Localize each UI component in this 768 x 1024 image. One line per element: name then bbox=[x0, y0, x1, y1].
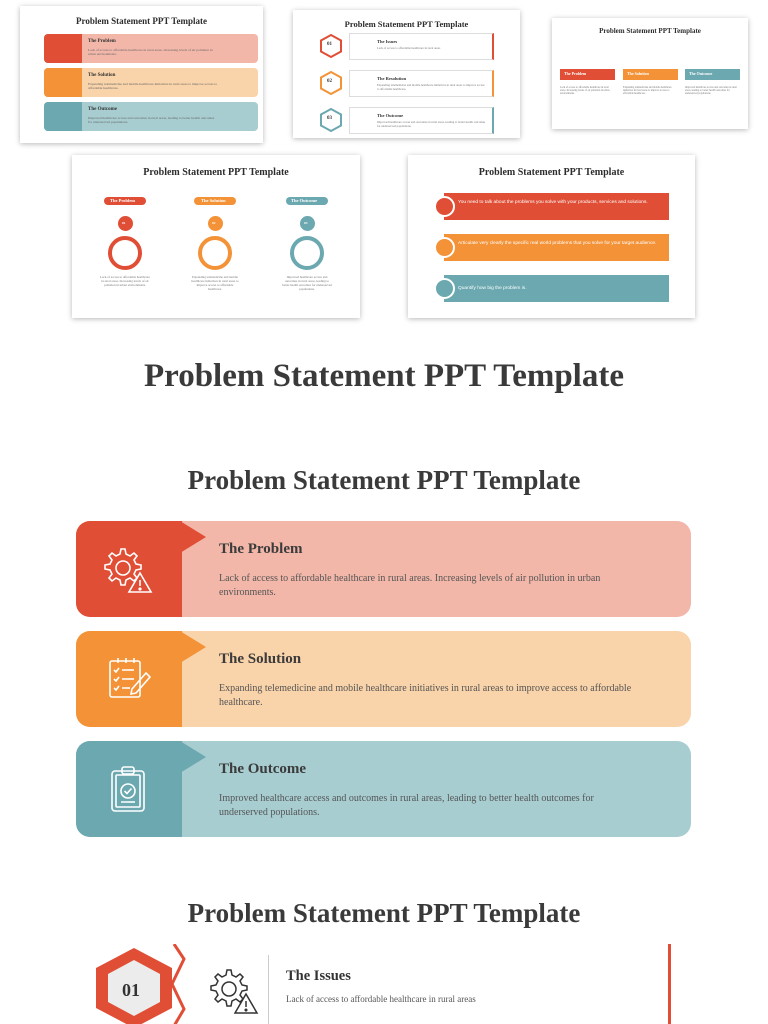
thumb-col-text: Lack of access to affordable healthcare in rural areas. Increasing levels of air pollution in urban environments. bbox=[100, 275, 150, 287]
card-text: Expanding telemedicine and mobile healthcare initiatives in rural areas to improve access to affordable healthcare. bbox=[219, 683, 632, 708]
thumb-pill-label: The Outcome bbox=[291, 198, 318, 203]
gear-warning-icon bbox=[208, 964, 260, 1016]
thumb-col-text: Improved healthcare access and outcomes in rural areas, leading to better health outcomes for underserved populations. bbox=[282, 275, 332, 291]
card-tab-arrow bbox=[180, 741, 206, 773]
thumb-ribbon-label: The Solution bbox=[627, 71, 649, 76]
thumb-drop-number: 03 bbox=[304, 221, 308, 225]
thumbnail-title: Problem Statement PPT Template bbox=[344, 19, 469, 29]
vertical-divider bbox=[268, 955, 269, 1024]
hex-number: 02 bbox=[327, 79, 332, 84]
thumb-tab-outcome bbox=[44, 102, 82, 131]
thumb-bar-text: Quantify how big the problem is. bbox=[458, 286, 527, 291]
thumb-col-text: Lack of access to affordable healthcare in rural areas. Increasing levels of air pollution in urban environments. bbox=[560, 86, 610, 96]
hex-number: 01 bbox=[327, 42, 332, 47]
card-title: The Solution bbox=[219, 651, 302, 667]
thumb-ribbon-label: The Outcome bbox=[689, 71, 713, 76]
card-title: The Problem bbox=[219, 541, 303, 557]
thumbnail-slide-4[interactable] bbox=[72, 155, 360, 318]
gear-warning-icon bbox=[102, 543, 154, 595]
thumb-ring-outcome bbox=[290, 236, 324, 270]
thumb-ring-solution bbox=[198, 236, 232, 270]
thumb-col-text: Improved healthcare access and outcomes in rural areas, leading to better health outcomes for underserved populations. bbox=[685, 86, 737, 96]
thumb-bar-icon-2 bbox=[434, 237, 455, 258]
hex-number: 01 bbox=[122, 980, 140, 1000]
thumbnail-title: Problem Statement PPT Template bbox=[599, 27, 701, 35]
thumb-bar-2 bbox=[444, 234, 669, 261]
thumb-row-label: The Issues bbox=[377, 39, 398, 44]
thumbnail-slide-5[interactable] bbox=[408, 155, 695, 318]
thumbnail-slide-3[interactable] bbox=[552, 18, 748, 129]
thumb-ribbon-label: The Problem bbox=[564, 71, 587, 76]
thumb-row-text: Improved healthcare access and outcomes in rural areas, leading to better health outcomes for underserved populations. bbox=[88, 116, 215, 125]
slide-title: Problem Statement PPT Template bbox=[187, 465, 581, 495]
checklist-pen-icon bbox=[102, 653, 154, 705]
card-the-outcome bbox=[76, 741, 691, 837]
thumbnail-title: Problem Statement PPT Template bbox=[76, 16, 207, 26]
thumb-row-text: Lack of access to affordable healthcare in rural areas bbox=[377, 46, 441, 50]
issue-title: The Issues bbox=[286, 968, 351, 984]
issue-text: Lack of access to affordable healthcare in rural areas bbox=[286, 994, 476, 1004]
thumb-drop-number: 01 bbox=[122, 221, 126, 225]
card-text: Lack of access to affordable healthcare in rural areas. Increasing levels of air pollution in urban environments. bbox=[219, 573, 601, 598]
slide-title: Problem Statement PPT Template bbox=[187, 898, 581, 928]
card-text: Improved healthcare access and outcomes in rural areas, leading to better health outcomes for underserved populations. bbox=[219, 793, 594, 818]
card-tab-arrow bbox=[180, 631, 206, 663]
card-title: The Outcome bbox=[219, 761, 307, 777]
card-the-solution bbox=[76, 631, 691, 727]
thumb-bar-icon-1 bbox=[434, 196, 455, 217]
thumb-tab-solution bbox=[44, 68, 82, 97]
thumb-pill-label: The Solution bbox=[201, 198, 226, 203]
thumb-col-text: Expanding telemedicine and mobile healthcare initiatives in rural areas to improve access to affordable healthcare. bbox=[191, 275, 239, 291]
thumb-row-text: Expanding telemedicine and mobile healthcare initiatives in rural areas to improve access to affordable healthcare. bbox=[88, 82, 218, 91]
thumb-ring-problem bbox=[108, 236, 142, 270]
hex-number: 03 bbox=[327, 116, 332, 121]
thumbnail-slide-1[interactable] bbox=[20, 6, 263, 143]
thumb-row-text: Improved healthcare access and outcomes in rural areas, leading to better health outcomes for underserved populations. bbox=[377, 120, 486, 128]
card-the-problem bbox=[76, 521, 691, 617]
thumb-drop-number: 02 bbox=[212, 221, 216, 225]
thumb-row-text: Expanding telemedicine and mobile healthcare initiatives in rural areas to improve access to affordable healthcare. bbox=[377, 83, 485, 91]
clipboard-check-icon bbox=[102, 763, 154, 815]
thumb-bar-1 bbox=[444, 193, 669, 220]
card-tab-arrow bbox=[180, 521, 206, 553]
thumbnail-title: Problem Statement PPT Template bbox=[478, 167, 625, 178]
hexagon-badge-01 bbox=[92, 944, 192, 1024]
page-title: Problem Statement PPT Template bbox=[144, 358, 624, 394]
thumb-tab-problem bbox=[44, 34, 82, 63]
thumbnail-slide-2[interactable] bbox=[293, 10, 520, 138]
thumbnail-title: Problem Statement PPT Template bbox=[143, 167, 289, 178]
thumb-row-label: The Outcome bbox=[88, 107, 118, 112]
right-accent-line bbox=[668, 944, 671, 1024]
thumb-bar-text: Articulate very clearly the specific real world problems that you solve for your target audience. bbox=[458, 241, 657, 246]
thumb-bar-text: You need to talk about the problems you solve with your products, services and solutions. bbox=[458, 200, 648, 205]
thumb-row-label: The Resolution bbox=[377, 76, 407, 81]
thumb-row-label: The Outcome bbox=[377, 113, 404, 118]
thumb-row-label: The Solution bbox=[88, 73, 116, 78]
thumb-row-text: Lack of access to affordable healthcare in rural areas. Increasing levels of air pollution in urban environments. bbox=[88, 48, 213, 57]
thumb-bar-icon-3 bbox=[434, 278, 455, 299]
thumb-pill-label: The Problem bbox=[110, 198, 136, 203]
thumb-col-text: Expanding telemedicine and mobile healthcare initiatives in rural areas to improve access to affordable healthcare. bbox=[623, 86, 672, 96]
thumb-row-label: The Problem bbox=[88, 39, 116, 44]
